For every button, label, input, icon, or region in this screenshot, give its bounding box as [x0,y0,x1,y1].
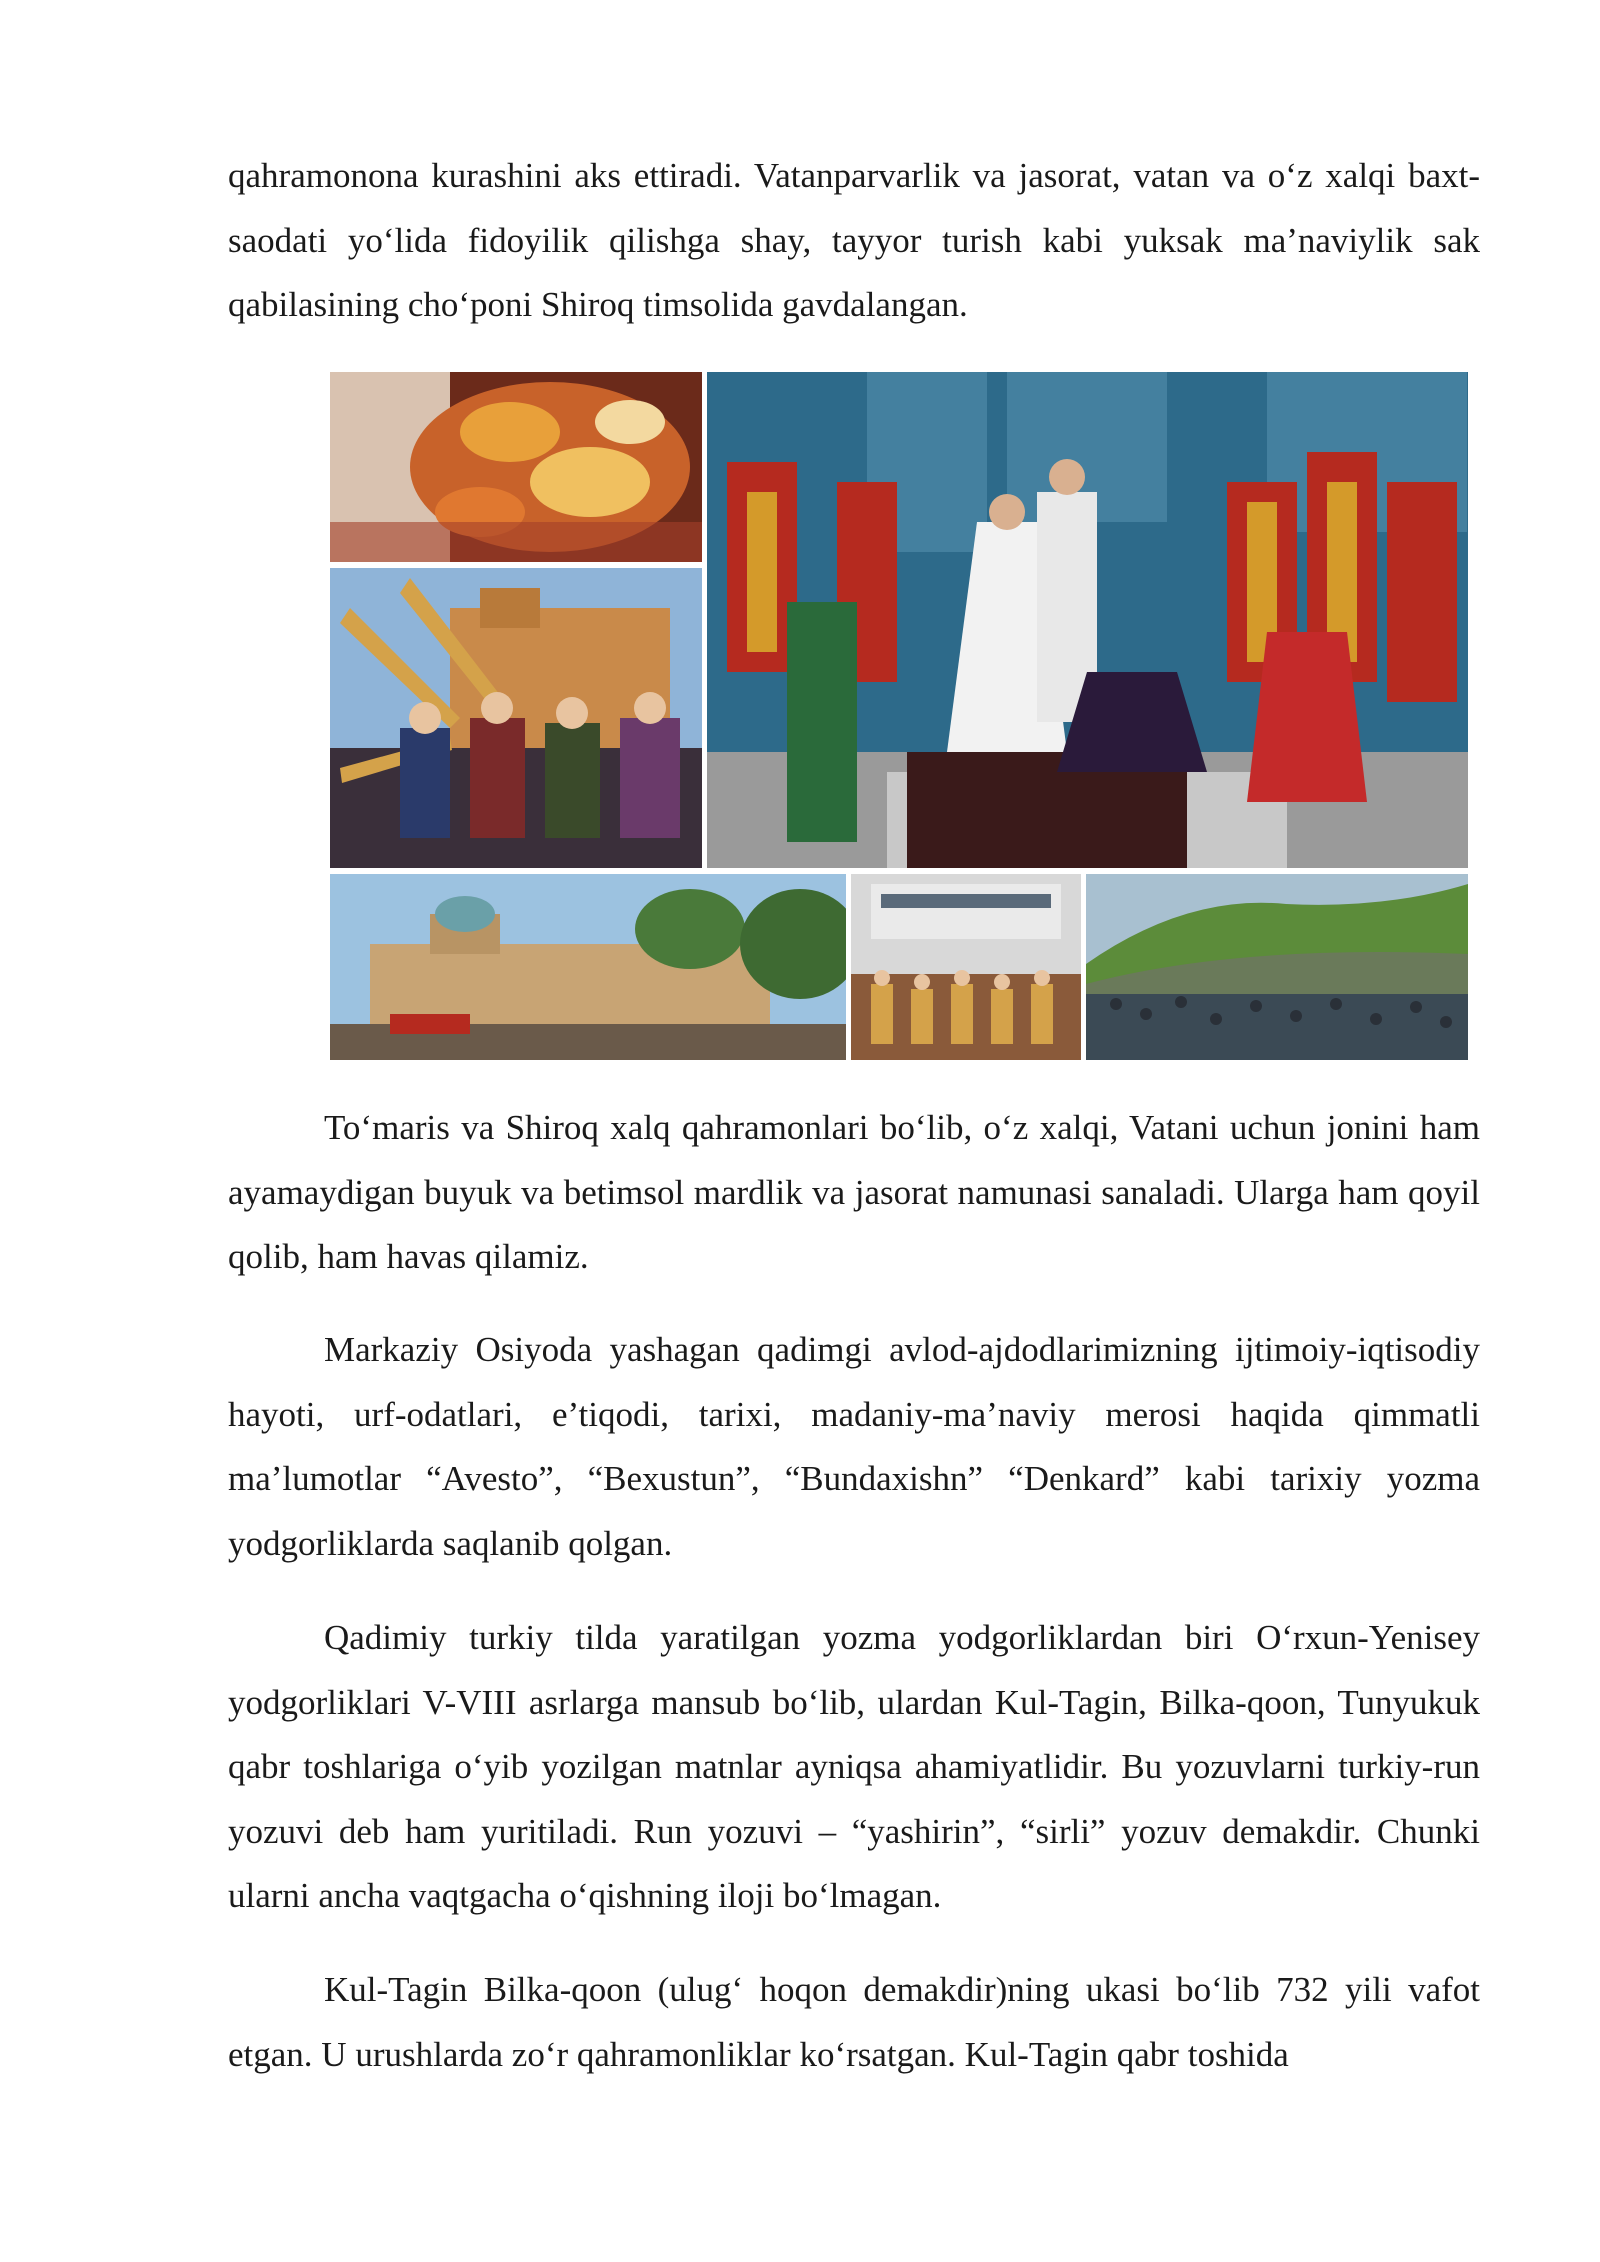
paragraph-tomaris-shiroq: To‘maris va Shiroq xalq qahramonlari bo‘lib, o‘z xalqi, Vatani uchun jonini ham ayamaydigan buyuk va betimsol mardlik va jasorat namunasi sanaladi. Ularga ham qoyil qolib, ham havas qilamiz. [228,1108,1480,1276]
photo-karnay-players [330,568,702,868]
photo-festive-food [330,372,702,562]
photo-buzkashi-crowd [1086,874,1468,1060]
paragraph-intro-continuation: qahramonona kurashini aks ettiradi. Vatanparvarlik va jasorat, vatan va o‘z xalqi baxt-saodati yo‘lida fidoyilik qilishga shay, tayyor turish kabi yuksak ma’naviylik sak qabilasining cho‘poni Shiroq timsolida gavdalangan. [228,156,1480,324]
photo-ancient-fortress [330,874,846,1060]
paragraph-kul-tigin: Kul-Tagin Bilka-qoon (ulug‘ hoqon demakdir)ning ukasi bo‘lib 732 yili vafot etgan. U urushlarda zo‘r qahramonliklar ko‘rsatgan. Kul-Tagin qabr toshida [228,1970,1480,2074]
paragraph-written-monuments: Markaziy Osiyoda yashagan qadimgi avlod-ajdodlarimizning ijtimoiy-iqtisodiy hayoti, urf-odatlari, e’tiqodi, tarixi, madaniy-ma’naviy merosi haqida qimmatli ma’lumotlar “Avesto”, “Bexustun”, “Bundaxishn” “Denkard” kabi tarixiy yozma yodgorliklarda saqlanib qolgan. [228,1330,1480,1563]
paragraph-orkhon-yenisei: Qadimiy turkiy tilda yaratilgan yozma yodgorliklardan biri O‘rxun-Yenisey yodgorliklari V-VIII asrlarga mansub bo‘lib, ulardan Kul-Tagin, Bilka-qoon, Tunyukuk qabr toshlariga o‘yib yozilgan matnlar ayniqsa ahamiyatlidir. Bu yozuvlarni turkiy-run yozuvi deb ham yuritiladi. Run yozuvi – “yashirin”, “sirli” yozuv demakdir. Chunki ularni ancha vaqtgacha o‘qishning iloji bo‘lmagan. [228,1618,1480,1915]
photo-children-group [851,874,1081,1060]
photo-traditional-wedding [707,372,1468,868]
photo-collage [330,372,1468,1060]
